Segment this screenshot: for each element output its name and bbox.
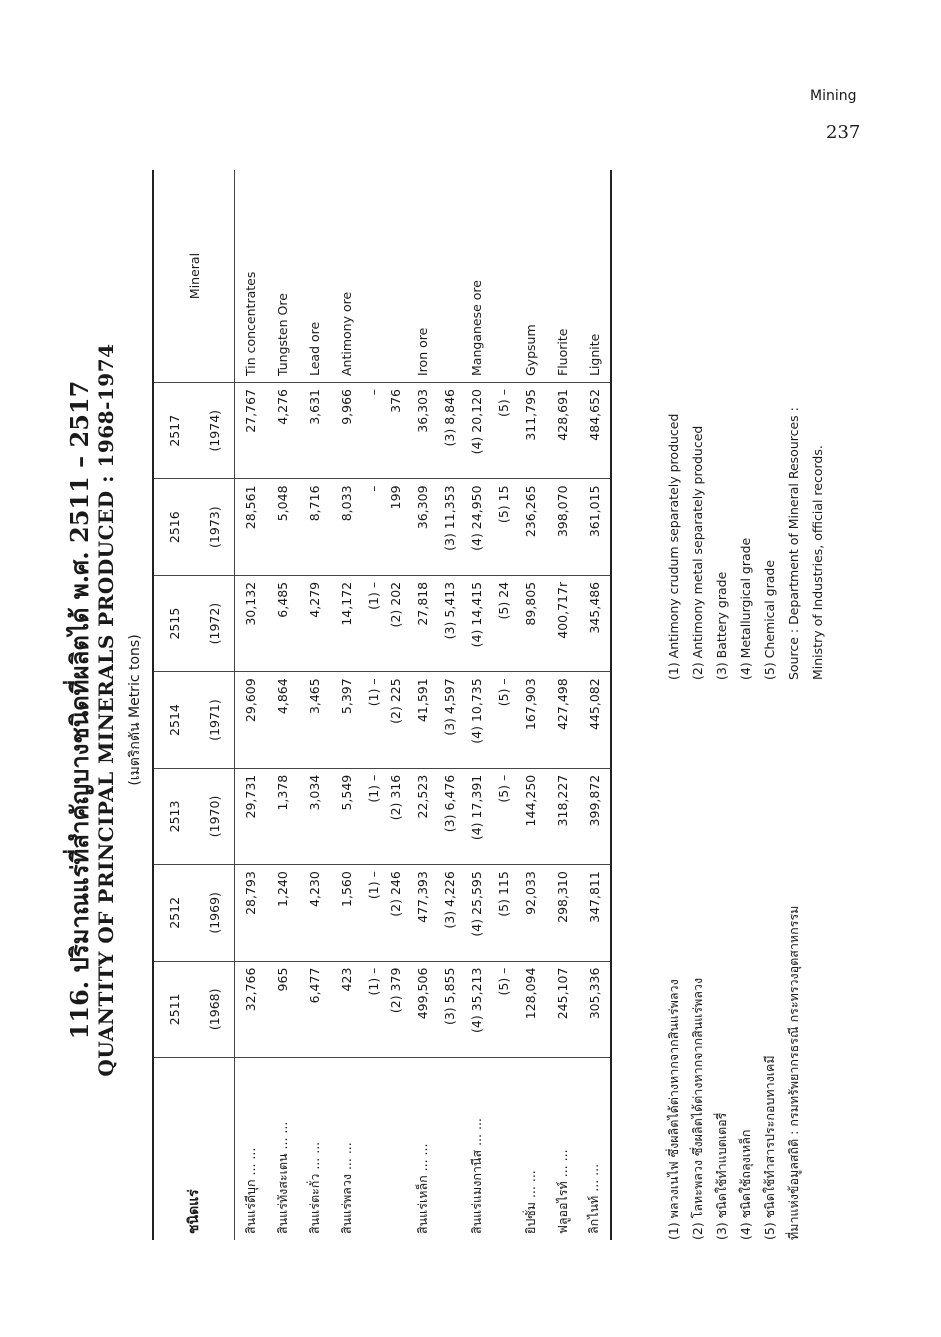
value-cell: (3) 4,226 [439,865,461,961]
value-cell: 5,048 [267,479,299,575]
value-cell: 144,250 [515,768,547,864]
value-cell: 361,015 [579,479,611,575]
value-cell: (5) – [493,768,515,864]
mineral-name-thai: ฟลูออไรท์ ... ... [554,1149,570,1234]
value-cell: 305,336 [579,961,611,1057]
value-cell: 92,033 [515,865,547,961]
value-cell: 167,903 [515,672,547,768]
value-cell: 1,378 [267,768,299,864]
value-cell: 30,132 [235,575,267,671]
mineral-name-en: Fluorite [547,170,579,383]
mineral-name-thai [363,1058,385,1241]
value-cell: 8,033 [331,479,363,575]
minerals-table [152,170,612,1240]
mineral-name-en: Antimony ore [331,170,363,383]
value-cell: 36,309 [407,479,439,575]
value-cell: (4) 10,735 [461,672,493,768]
value-cell: (1) – [363,865,385,961]
value-cell: (4) 17,391 [461,768,493,864]
header-year-be: 2514 [153,672,194,768]
mineral-name-thai: สินแร่เหล็ก ... ... [414,1143,430,1234]
value-cell: 6,477 [299,961,331,1057]
value-cell: (3) 6,476 [439,768,461,864]
table-row [493,170,515,1240]
header-year-ad: (1972) [194,575,235,671]
source-en: Source : Department of Mineral Resources : [786,407,801,680]
value-cell: (4) 25,595 [461,865,493,961]
value-cell: 376 [385,383,407,479]
mineral-name-en: Tungsten Ore [267,170,299,383]
value-cell: 1,560 [331,865,363,961]
mineral-name-en [439,170,461,383]
mineral-name-thai: ยิปซั่ม ... ... [522,1170,538,1234]
page-number: 237 [826,122,861,143]
value-cell: 484,652 [579,383,611,479]
header-year-be: 2513 [153,768,194,864]
value-cell: (4) 20,120 [461,383,493,479]
value-cell: (1) – [363,575,385,671]
value-cell: 28,561 [235,479,267,575]
value-cell: 5,397 [331,672,363,768]
mineral-name-en: Iron ore [407,170,439,383]
value-cell: – [363,383,385,479]
value-cell: (2) 246 [385,865,407,961]
value-cell: 27,818 [407,575,439,671]
header-year-ad: (1970) [194,768,235,864]
table-row [235,170,267,1240]
value-cell: 3,631 [299,383,331,479]
value-cell: 345,486 [579,575,611,671]
value-cell: 6,485 [267,575,299,671]
mineral-name-thai: สินแร่ตะกั่ว ... ... [306,1141,322,1234]
value-cell: (3) 5,413 [439,575,461,671]
mineral-name-en [493,170,515,383]
table-row [363,170,385,1240]
value-cell: – [363,479,385,575]
mineral-name-en: Tin concentrates [235,170,267,383]
header-year-ad: (1973) [194,479,235,575]
footnote-en: (5) Chemical grade [762,559,777,680]
section-label: Mining [810,88,857,104]
table-row [385,170,407,1240]
mineral-name-thai [439,1058,461,1241]
value-cell: 965 [267,961,299,1057]
value-cell: (1) – [363,961,385,1057]
value-cell: (5) 115 [493,865,515,961]
mineral-name-thai: สินแร่ดีบุก ... ... [242,1147,258,1234]
value-cell: 499,506 [407,961,439,1057]
value-cell: 128,094 [515,961,547,1057]
footnote-thai: (1) พลวงเนไฟ ซึ่งผลิตได้ต่างหากจากสินแร่พลวง [666,979,681,1240]
table-body [235,170,611,1240]
mineral-name-thai [493,1058,515,1241]
value-cell: 318,227 [547,768,579,864]
value-cell: 1,240 [267,865,299,961]
value-cell: (3) 8,846 [439,383,461,479]
footnote-thai: (3) ชนิดใช้ทำแบตเตอรี่ [714,1112,729,1240]
value-cell: (5) – [493,672,515,768]
footnote-en: (3) Battery grade [714,571,729,680]
footnote-thai: (2) โลหะพลวง ซึ่งผลิตได้ต่างหากจากสินแร่พลวง [690,977,705,1240]
value-cell: 423 [331,961,363,1057]
value-cell: (3) 5,855 [439,961,461,1057]
value-cell: 32,766 [235,961,267,1057]
value-cell: 36,303 [407,383,439,479]
table-row [299,170,331,1240]
mineral-name-en: Lignite [579,170,611,383]
header-year-be: 2512 [153,865,194,961]
footnotes-thai [662,720,806,1240]
value-cell: (3) 4,597 [439,672,461,768]
value-cell: 199 [385,479,407,575]
mineral-name-thai: สินแร่พลวง ... ... [338,1142,354,1234]
mineral-name-thai: สินแร่ทังสะเตน ... ... [274,1121,290,1234]
table-row [407,170,439,1240]
header-year-be: 2515 [153,575,194,671]
value-cell: (5) – [493,383,515,479]
value-cell: 5,549 [331,768,363,864]
header-mineral-thai: ชนิดแร่ [186,1189,202,1234]
source-en: Ministry of Industries, official records. [810,445,825,680]
mineral-name-en: Lead ore [299,170,331,383]
value-cell: (5) – [493,961,515,1057]
value-cell: (1) – [363,672,385,768]
value-cell: 311,795 [515,383,547,479]
value-cell: (4) 24,950 [461,479,493,575]
header-mineral-en: Mineral [153,170,235,383]
source-thai: ที่มาแห่งข้อมูลสถิติ : กรมทรัพยากรธรณี กระทรวงอุตสาหกรรม [786,905,801,1240]
value-cell: 9,966 [331,383,363,479]
value-cell: 399,872 [579,768,611,864]
value-cell: 4,276 [267,383,299,479]
mineral-name-en: Manganese ore [461,170,493,383]
table-row [515,170,547,1240]
mineral-name-thai [385,1058,407,1241]
value-cell: 445,082 [579,672,611,768]
header-year-ad: (1974) [194,383,235,479]
title-thai: 116. ปริมาณแร่ที่สำคัญบางชนิดที่ผลิตได้ พ.ศ. 2511 – 2517 [65,380,94,1040]
value-cell: (1) – [363,768,385,864]
value-cell: 398,070 [547,479,579,575]
value-cell: 29,731 [235,768,267,864]
value-cell: 3,034 [299,768,331,864]
value-cell: 29,609 [235,672,267,768]
footnote-en: (2) Antimony metal separately produced [690,425,705,680]
value-cell: 477,393 [407,865,439,961]
value-cell: 4,279 [299,575,331,671]
header-year-be: 2511 [153,961,194,1057]
table-row [461,170,493,1240]
value-cell: 14,172 [331,575,363,671]
table-row [267,170,299,1240]
value-cell: (5) 24 [493,575,515,671]
mineral-name-thai: สินแร่แมงกานีส ... ... [468,1118,484,1234]
table-row [331,170,363,1240]
table-row [439,170,461,1240]
footnotes-english [662,170,830,680]
value-cell: 347,811 [579,865,611,961]
value-cell: 4,230 [299,865,331,961]
unit-label: (เมตริกตัน Metric tons) [127,634,143,786]
value-cell: (2) 316 [385,768,407,864]
value-cell: 298,310 [547,865,579,961]
header-year-ad: (1968) [194,961,235,1057]
value-cell: (3) 11,353 [439,479,461,575]
header-year-be: 2517 [153,383,194,479]
value-cell: 28,793 [235,865,267,961]
footnote-en: (1) Antimony crudum separately produced [666,413,681,680]
header-year-ad: (1971) [194,672,235,768]
mineral-name-thai: ลิกไนท์ ... ... [586,1163,601,1234]
value-cell: (2) 202 [385,575,407,671]
value-cell: 236,265 [515,479,547,575]
value-cell: 8,716 [299,479,331,575]
table-row [547,170,579,1240]
header-year-be: 2516 [153,479,194,575]
mineral-name-en: Gypsum [515,170,547,383]
value-cell: (2) 225 [385,672,407,768]
value-cell: (2) 379 [385,961,407,1057]
value-cell: (4) 14,415 [461,575,493,671]
value-cell: 428,691 [547,383,579,479]
footnote-en: (4) Metallurgical grade [738,537,753,680]
value-cell: 89,805 [515,575,547,671]
rotated-table-page [60,160,880,1260]
value-cell: 22,523 [407,768,439,864]
footnote-thai: (4) ชนิดใช้ถลุงเหล็ก [738,1129,753,1240]
value-cell: (4) 35,213 [461,961,493,1057]
value-cell: 400,717r [547,575,579,671]
header-row-years [153,170,194,1240]
footnote-thai: (5) ชนิดใช้ทำสารประกอบทางเคมี [762,1055,777,1240]
value-cell: 4,864 [267,672,299,768]
value-cell: 41,591 [407,672,439,768]
title-english: QUANTITY OF PRINCIPAL MINERALS PRODUCED : 1968-1974 [94,343,118,1077]
value-cell: (5) 15 [493,479,515,575]
table-row [579,170,611,1240]
mineral-name-en [363,170,385,383]
value-cell: 427,498 [547,672,579,768]
mineral-name-en [385,170,407,383]
value-cell: 3,465 [299,672,331,768]
header-year-ad: (1969) [194,865,235,961]
value-cell: 245,107 [547,961,579,1057]
value-cell: 27,767 [235,383,267,479]
